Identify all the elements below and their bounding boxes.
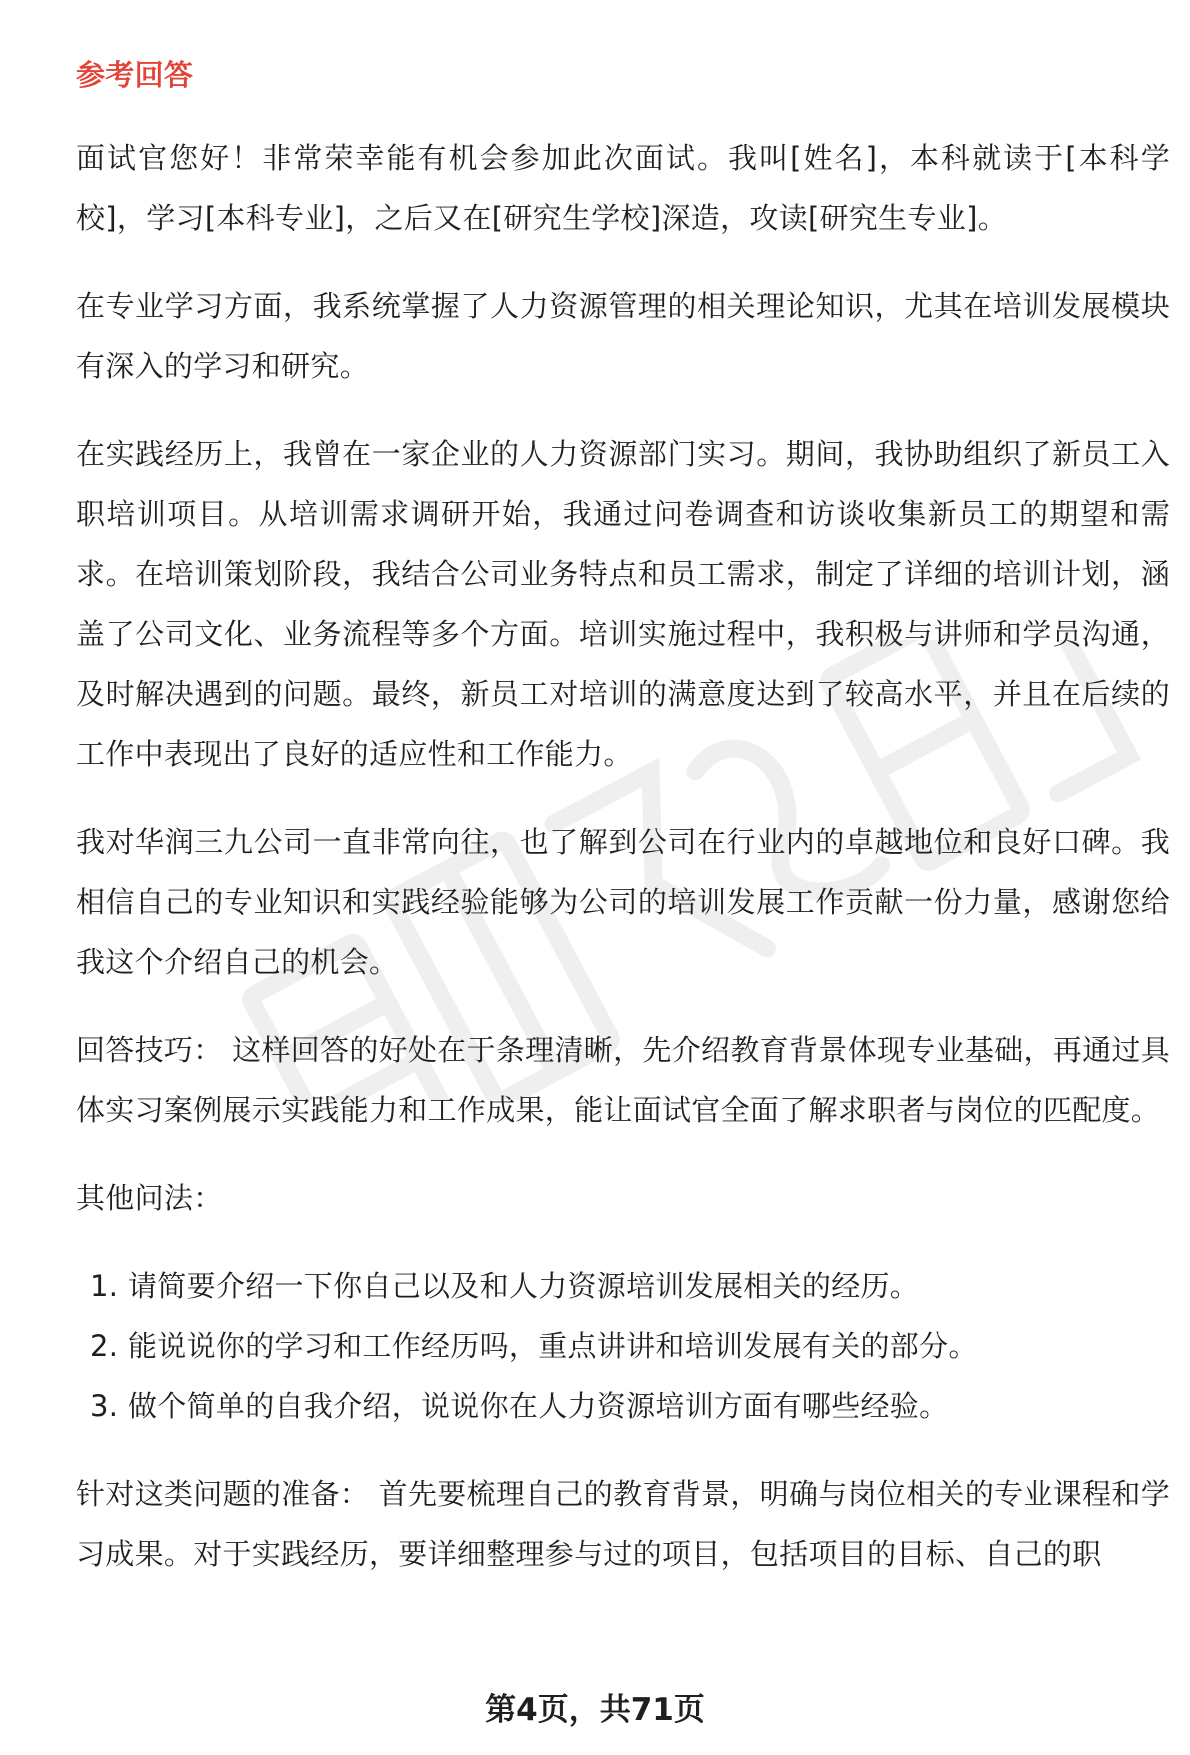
paragraph-tips: 回答技巧： 这样回答的好处在于条理清晰，先介绍教育背景体现专业基础，再通过具体实习案例展示实践能力和工作成果，能让面试官全面了解求职者与岗位的匹配度。 xyxy=(76,1033,1170,1127)
page-number: 第4页，共71页 xyxy=(485,1692,705,1728)
list-item xyxy=(76,1376,1170,1436)
list-item-number: 1. xyxy=(90,1269,119,1303)
paragraph-intro: 面试官您好！非常荣幸能有机会参加此次面试。我叫[姓名]，本科就读于[本科学校]，学习[本科专业]，之后又在[研究生学校]深造，攻读[研究生专业]。 xyxy=(76,141,1170,235)
list-item xyxy=(76,1316,1170,1376)
list-item-text: 做个简单的自我介绍，说说你在人力资源培训方面有哪些经验。 xyxy=(128,1389,949,1423)
other-questions-label: 其他问法： xyxy=(76,1181,223,1215)
list-item-number: 3. xyxy=(90,1389,119,1423)
section-heading: 参考回答 xyxy=(76,58,194,92)
list-item xyxy=(76,1256,1170,1316)
paragraph-study: 在专业学习方面，我系统掌握了人力资源管理的相关理论知识，尤其在培训发展模块有深入的学习和研究。 xyxy=(76,289,1170,383)
paragraph-preparation: 针对这类问题的准备： 首先要梳理自己的教育背景，明确与岗位相关的专业课程和学习成果。对于实践经历，要详细整理参与过的项目，包括项目的目标、自己的职 xyxy=(76,1477,1170,1571)
list-item-text: 请简要介绍一下你自己以及和人力资源培训发展相关的经历。 xyxy=(128,1269,920,1303)
paragraph-practice: 在实践经历上，我曾在一家企业的人力资源部门实习。期间，我协助组织了新员工入职培训项目。从培训需求调研开始，我通过问卷调查和访谈收集新员工的期望和需求。在培训策划阶段，我结合公司业务特点和员工需求，制定了详细的培训计划，涵盖了公司文化、业务流程等多个方面。培训实施过程中，我积极与讲师和学员沟通，及时解决遇到的问题。最终，新员工对培训的满意度达到了较高水平，并且在后续的工作中表现出了良好的适应性和工作能力。 xyxy=(76,437,1170,771)
document-body xyxy=(76,50,1170,1612)
list-item-text: 能说说你的学习和工作经历吗，重点讲讲和培训发展有关的部分。 xyxy=(128,1329,978,1363)
other-questions-list xyxy=(76,1256,1170,1436)
list-item-number: 2. xyxy=(90,1329,119,1363)
paragraph-company: 我对华润三九公司一直非常向往，也了解到公司在行业内的卓越地位和良好口碑。我相信自己的专业知识和实践经验能够为公司的培训发展工作贡献一份力量，感谢您给我这个介绍自己的机会。 xyxy=(76,825,1170,979)
